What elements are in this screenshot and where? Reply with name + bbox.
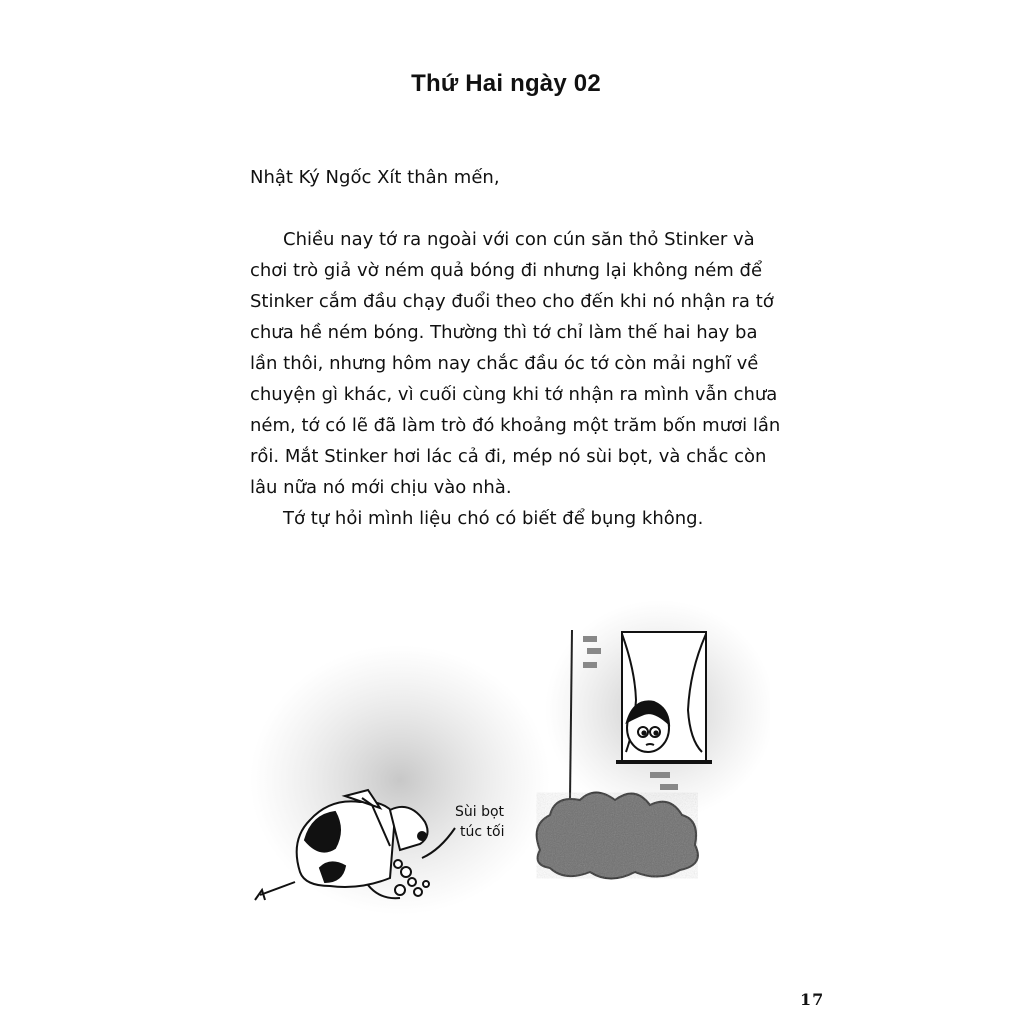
body-line: chuyện gì khác, vì cuối cùng khi tớ nhận ra mình vẫn chưa <box>250 384 778 405</box>
body-line: chưa hề ném bóng. Thường thì tớ chỉ làm thế hai hay ba <box>250 322 758 343</box>
boy-face <box>627 701 669 752</box>
cartoon-illustration <box>250 600 770 920</box>
diary-body <box>250 224 780 534</box>
body-line: lần thôi, nhưng hôm nay chắc đầu óc tớ còn mải nghĩ về <box>250 353 759 374</box>
background-haze <box>250 645 550 915</box>
body-line: chơi trò giả vờ ném quả bóng đi nhưng lại không ném để <box>250 260 763 281</box>
bush <box>537 793 698 879</box>
diary-greeting: Nhật Ký Ngốc Xít thân mến, <box>250 167 500 188</box>
page-number: 17 <box>800 990 825 1009</box>
caption-line-2: túc tối <box>460 824 505 840</box>
page-title: Thứ Hai ngày 02 <box>411 70 601 97</box>
body-line: ném, tớ có lẽ đã làm trò đó khoảng một trăm bốn mươi lần <box>250 415 781 436</box>
body-line: Tớ tự hỏi mình liệu chó có biết để bụng không. <box>283 508 704 529</box>
body-line: Chiều nay tớ ra ngoài với con cún săn thỏ Stinker và <box>283 229 755 250</box>
body-line: rồi. Mắt Stinker hơi lác cả đi, mép nó sùi bọt, và chắc còn <box>250 446 767 467</box>
body-line: lâu nữa nó mới chịu vào nhà. <box>250 477 512 498</box>
body-line: Stinker cắm đầu chạy đuổi theo cho đến khi nó nhận ra tớ <box>250 291 774 312</box>
caption-line-1: Sùi bọt <box>455 804 505 820</box>
